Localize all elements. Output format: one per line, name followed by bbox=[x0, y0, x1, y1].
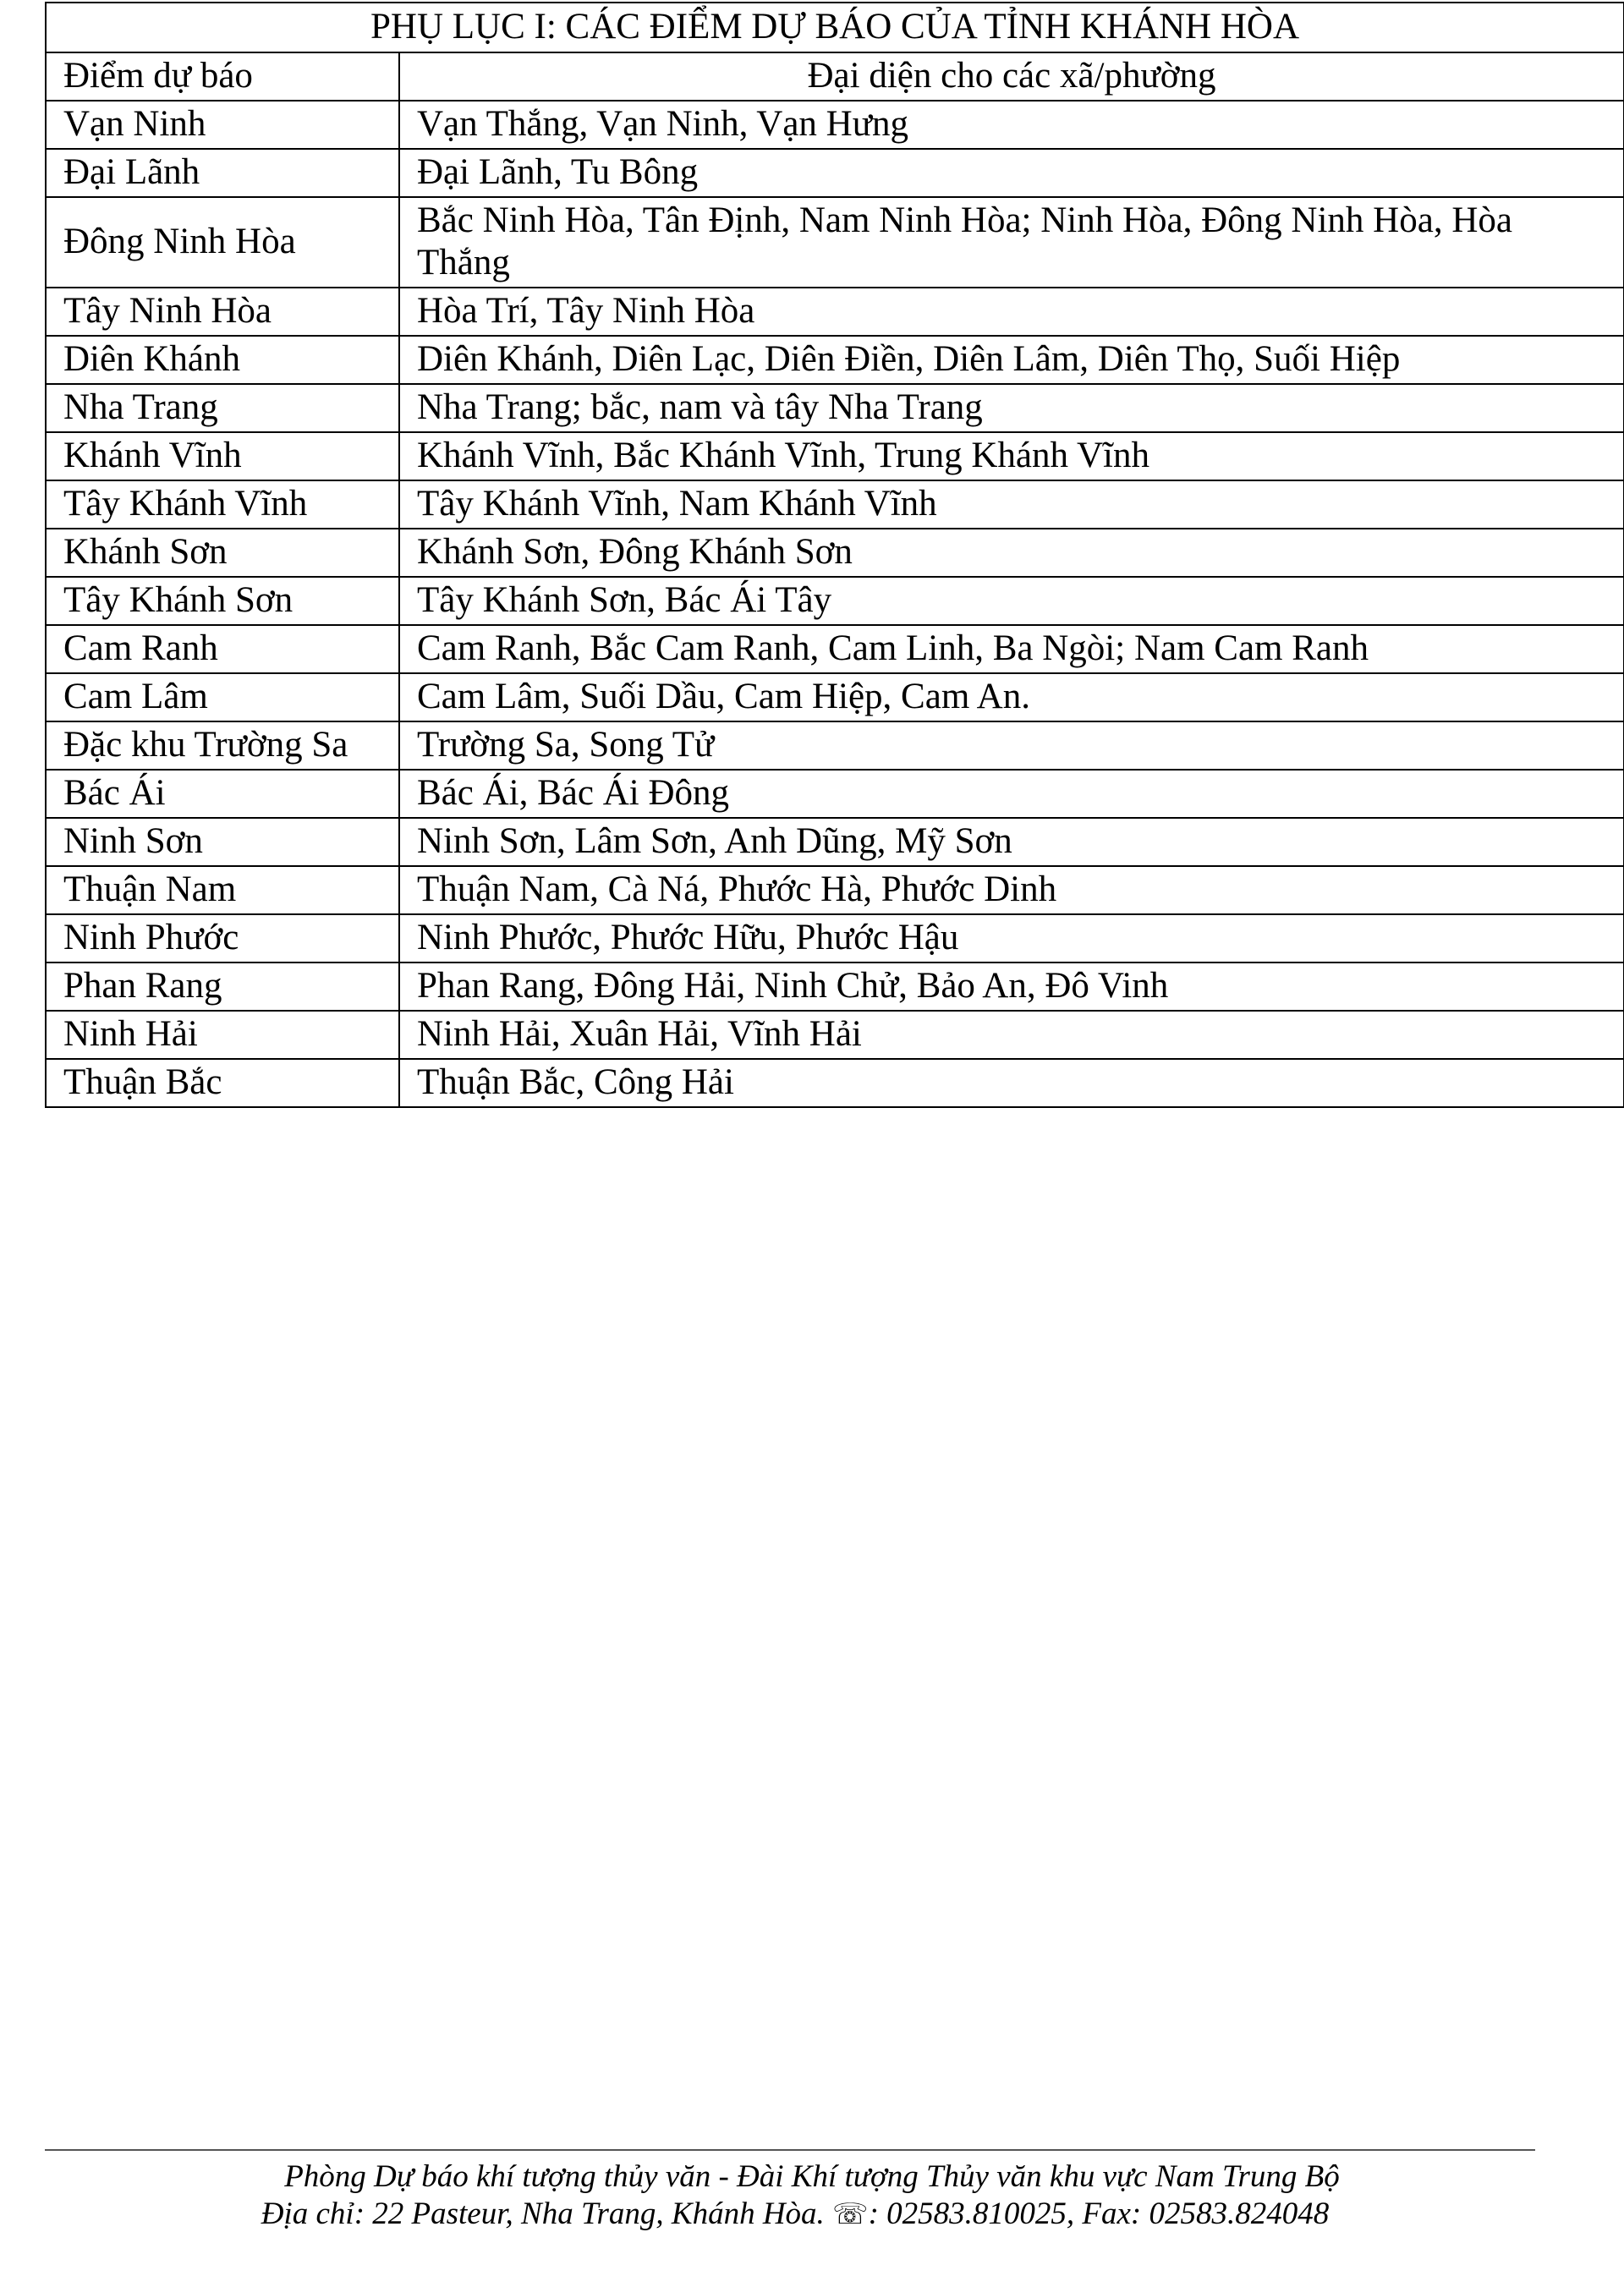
table-row bbox=[46, 721, 1624, 770]
communes-cell: Trường Sa, Song Tử bbox=[399, 721, 1624, 770]
footer-address-text: Địa chỉ: 22 Pasteur, Nha Trang, Khánh Hòa. bbox=[261, 2196, 833, 2231]
communes-cell: Ninh Hải, Xuân Hải, Vĩnh Hải bbox=[399, 1011, 1624, 1059]
communes-cell: Nha Trang; bắc, nam và tây Nha Trang bbox=[399, 384, 1624, 432]
column-header-communes: Đại diện cho các xã/phường bbox=[399, 52, 1624, 101]
communes-cell: Bác Ái, Bác Ái Đông bbox=[399, 770, 1624, 818]
table-row bbox=[46, 963, 1624, 1011]
communes-cell: Hòa Trí, Tây Ninh Hòa bbox=[399, 288, 1624, 336]
table-row bbox=[46, 673, 1624, 721]
communes-cell: Tây Khánh Vĩnh, Nam Khánh Vĩnh bbox=[399, 480, 1624, 529]
table-row bbox=[46, 1011, 1624, 1059]
forecast-points-table bbox=[45, 2, 1624, 1108]
table-row bbox=[46, 625, 1624, 673]
footer-address bbox=[0, 2196, 1624, 2233]
forecast-point-cell: Cam Lâm bbox=[46, 673, 399, 721]
table-row bbox=[46, 914, 1624, 963]
table-row bbox=[46, 336, 1624, 384]
communes-cell: Ninh Sơn, Lâm Sơn, Anh Dũng, Mỹ Sơn bbox=[399, 818, 1624, 866]
table-header-row bbox=[46, 52, 1624, 101]
communes-cell: Ninh Phước, Phước Hữu, Phước Hậu bbox=[399, 914, 1624, 963]
communes-cell: Đại Lãnh, Tu Bông bbox=[399, 149, 1624, 197]
communes-cell: Khánh Vĩnh, Bắc Khánh Vĩnh, Trung Khánh Vĩnh bbox=[399, 432, 1624, 480]
forecast-point-cell: Cam Ranh bbox=[46, 625, 399, 673]
forecast-point-cell: Vạn Ninh bbox=[46, 101, 399, 149]
forecast-point-cell: Khánh Sơn bbox=[46, 529, 399, 577]
table-row bbox=[46, 866, 1624, 914]
forecast-point-cell: Diên Khánh bbox=[46, 336, 399, 384]
communes-cell: Cam Lâm, Suối Dầu, Cam Hiệp, Cam An. bbox=[399, 673, 1624, 721]
table-row bbox=[46, 480, 1624, 529]
table-title-row bbox=[46, 3, 1624, 52]
forecast-point-cell: Phan Rang bbox=[46, 963, 399, 1011]
forecast-point-cell: Đặc khu Trường Sa bbox=[46, 721, 399, 770]
table-row bbox=[46, 288, 1624, 336]
communes-cell: Bắc Ninh Hòa, Tân Định, Nam Ninh Hòa; Ninh Hòa, Đông Ninh Hòa, Hòa Thắng bbox=[399, 197, 1624, 288]
forecast-point-cell: Ninh Phước bbox=[46, 914, 399, 963]
forecast-point-cell: Tây Khánh Vĩnh bbox=[46, 480, 399, 529]
table-row bbox=[46, 770, 1624, 818]
column-header-point: Điểm dự báo bbox=[46, 52, 399, 101]
table-row bbox=[46, 101, 1624, 149]
forecast-point-cell: Ninh Hải bbox=[46, 1011, 399, 1059]
footer-department: Phòng Dự báo khí tượng thủy văn - Đài Khí tượng Thủy văn khu vực Nam Trung Bộ bbox=[284, 2159, 1340, 2194]
phone-icon: ☏ bbox=[832, 2197, 869, 2231]
table-row bbox=[46, 384, 1624, 432]
forecast-point-cell: Thuận Bắc bbox=[46, 1059, 399, 1107]
communes-cell: Vạn Thắng, Vạn Ninh, Vạn Hưng bbox=[399, 101, 1624, 149]
footer-divider bbox=[45, 2149, 1535, 2151]
table-title: PHỤ LỤC I: CÁC ĐIỂM DỰ BÁO CỦA TỈNH KHÁNH HÒA bbox=[46, 3, 1624, 52]
table-row bbox=[46, 149, 1624, 197]
table-row bbox=[46, 818, 1624, 866]
forecast-point-cell: Tây Ninh Hòa bbox=[46, 288, 399, 336]
footer bbox=[0, 2158, 1624, 2233]
table-row bbox=[46, 529, 1624, 577]
communes-cell: Cam Ranh, Bắc Cam Ranh, Cam Linh, Ba Ngòi; Nam Cam Ranh bbox=[399, 625, 1624, 673]
communes-cell: Thuận Bắc, Công Hải bbox=[399, 1059, 1624, 1107]
communes-cell: Phan Rang, Đông Hải, Ninh Chử, Bảo An, Đô Vinh bbox=[399, 963, 1624, 1011]
communes-cell: Diên Khánh, Diên Lạc, Diên Điền, Diên Lâm, Diên Thọ, Suối Hiệp bbox=[399, 336, 1624, 384]
forecast-point-cell: Đông Ninh Hòa bbox=[46, 197, 399, 288]
forecast-point-cell: Thuận Nam bbox=[46, 866, 399, 914]
footer-contact-numbers: : 02583.810025, Fax: 02583.824048 bbox=[868, 2196, 1330, 2231]
table-row bbox=[46, 197, 1624, 288]
table-row bbox=[46, 1059, 1624, 1107]
communes-cell: Thuận Nam, Cà Ná, Phước Hà, Phước Dinh bbox=[399, 866, 1624, 914]
forecast-point-cell: Khánh Vĩnh bbox=[46, 432, 399, 480]
forecast-point-cell: Đại Lãnh bbox=[46, 149, 399, 197]
forecast-point-cell: Bác Ái bbox=[46, 770, 399, 818]
communes-cell: Tây Khánh Sơn, Bác Ái Tây bbox=[399, 577, 1624, 625]
forecast-point-cell: Ninh Sơn bbox=[46, 818, 399, 866]
table-row bbox=[46, 577, 1624, 625]
table-row bbox=[46, 432, 1624, 480]
forecast-point-cell: Tây Khánh Sơn bbox=[46, 577, 399, 625]
forecast-point-cell: Nha Trang bbox=[46, 384, 399, 432]
communes-cell: Khánh Sơn, Đông Khánh Sơn bbox=[399, 529, 1624, 577]
